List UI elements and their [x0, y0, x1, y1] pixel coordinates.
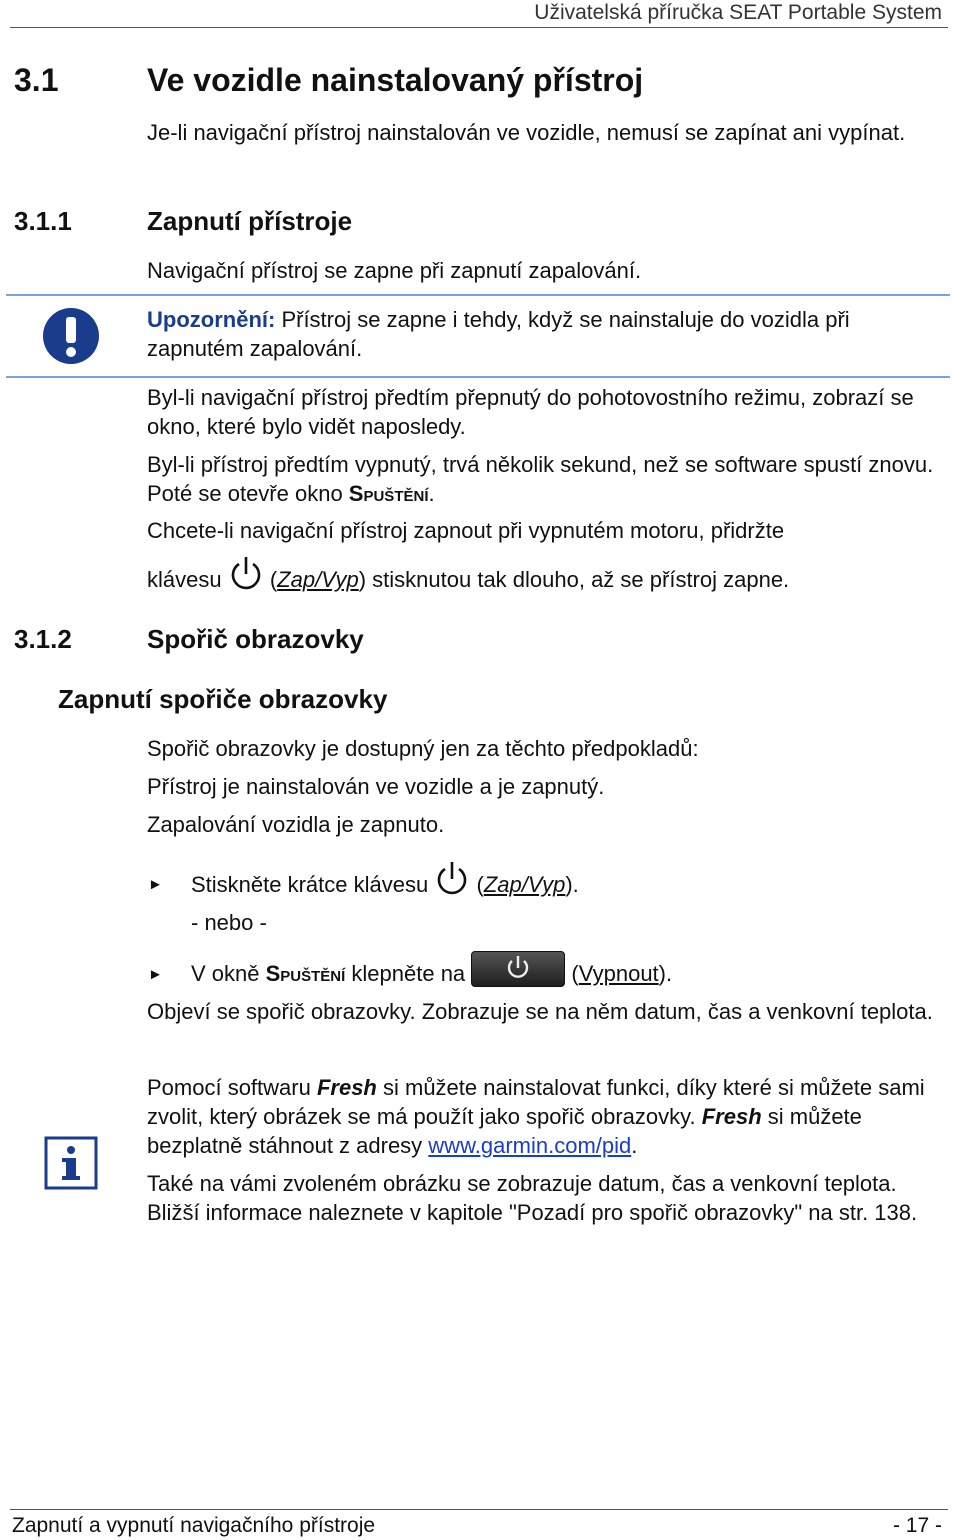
warning-label: Upozornění:: [147, 307, 276, 332]
zap-vyp-key-label: Zap/Vyp: [277, 567, 359, 592]
vypnout-label: Vypnout: [578, 961, 659, 986]
garmin-link[interactable]: www.garmin.com/pid: [428, 1133, 632, 1158]
or-separator: - nebo -: [191, 910, 267, 935]
zap-vyp-key-label: Zap/Vyp: [483, 872, 566, 897]
sub1-paragraph-4-cont: klávesu (Zap/Vyp) stisknutou tak dlouho, až se přístroj zapne.: [147, 554, 937, 612]
sub2-paragraph-3: Zapalování vozidla je zapnuto.: [147, 812, 445, 837]
subsection-2-number: 3.1.2: [14, 624, 72, 654]
header-divider: [10, 27, 948, 28]
section-intro: Je-li navigační přístroj nainstalován ve vozidle, nemusí se zapínat ani vypínat.: [147, 120, 906, 145]
page-header-title: Uživatelská příručka SEAT Portable System: [534, 1, 942, 24]
sub2-paragraph-1: Spořič obrazovky je dostupný jen za těchto předpokladů:: [147, 736, 699, 761]
info-icon: [44, 1136, 98, 1195]
power-off-button-image: [471, 951, 565, 987]
spusteni-window-name: Spuštění: [265, 961, 346, 986]
power-icon: [434, 860, 470, 915]
step-arrow-icon: ►: [148, 876, 163, 893]
power-icon: [228, 555, 264, 612]
warning-body: Přístroj se zapne i tehdy, když se nainstaluje do vozidla při zapnutém zapalování.: [147, 307, 850, 361]
fresh-software-name: Fresh: [316, 1075, 377, 1100]
footer-chapter: Zapnutí a vypnutí navigačního přístroje: [12, 1514, 376, 1537]
subsection-1-number: 3.1.1: [14, 206, 72, 236]
screensaver-heading: Zapnutí spořiče obrazovky: [58, 684, 388, 714]
spusteni-window-name: Spuštění: [348, 481, 429, 506]
sub1-paragraph-3: Byl-li přístroj předtím vypnutý, trvá několik sekund, než se software spustí znovu. Poté se otevře okno Spuštění.: [147, 452, 934, 506]
footer-divider: [10, 1509, 948, 1510]
section-title: Ve vozidle nainstalovaný přístroj: [147, 62, 644, 98]
sub1-paragraph-1: Navigační přístroj se zapne při zapnutí zapalování.: [147, 258, 642, 283]
sub2-paragraph-2: Přístroj je nainstalován ve vozidle a je zapnutý.: [147, 774, 605, 799]
page-number: - 17 -: [892, 1514, 942, 1537]
info-paragraph-2: Také na vámi zvoleném obrázku se zobrazuje datum, čas a venkovní teplota. Bližší informace naleznete v kapitole "Pozadí pro spořič obrazovky" na str. 138.: [147, 1171, 918, 1225]
warning-text: [147, 305, 937, 363]
info-paragraph-1: Pomocí softwaru Fresh si můžete nainstalovat funkci, díky které si můžete sami zvolit, který obrázek se má použít jako spořič obrazovky. Fresh si můžete bezplatně stáhnout z adresy www.garmin.com/pid.: [147, 1075, 925, 1158]
warning-icon: [40, 306, 102, 371]
step-arrow-icon: ►: [148, 966, 163, 983]
sub1-paragraph-2: Byl-li navigační přístroj předtím přepnutý do pohotovostního režimu, zobrazí se okno, které bylo vidět naposledy.: [147, 385, 914, 439]
subsection-2-title: Spořič obrazovky: [147, 624, 364, 654]
subsection-1-title: Zapnutí přístroje: [147, 206, 353, 236]
screensaver-result: Objeví se spořič obrazovky. Zobrazuje se na něm datum, čas a venkovní teplota.: [147, 999, 933, 1024]
sub1-paragraph-4: Chcete-li navigační přístroj zapnout při vypnutém motoru, přidržte: [147, 518, 785, 543]
fresh-software-name: Fresh: [701, 1104, 762, 1129]
step-2: V okně Spuštění klepněte na (Vypnout).: [191, 950, 960, 998]
step-1: Stiskněte krátce klávesu (Zap/Vyp).: [191, 860, 960, 915]
section-number: 3.1: [14, 62, 59, 98]
